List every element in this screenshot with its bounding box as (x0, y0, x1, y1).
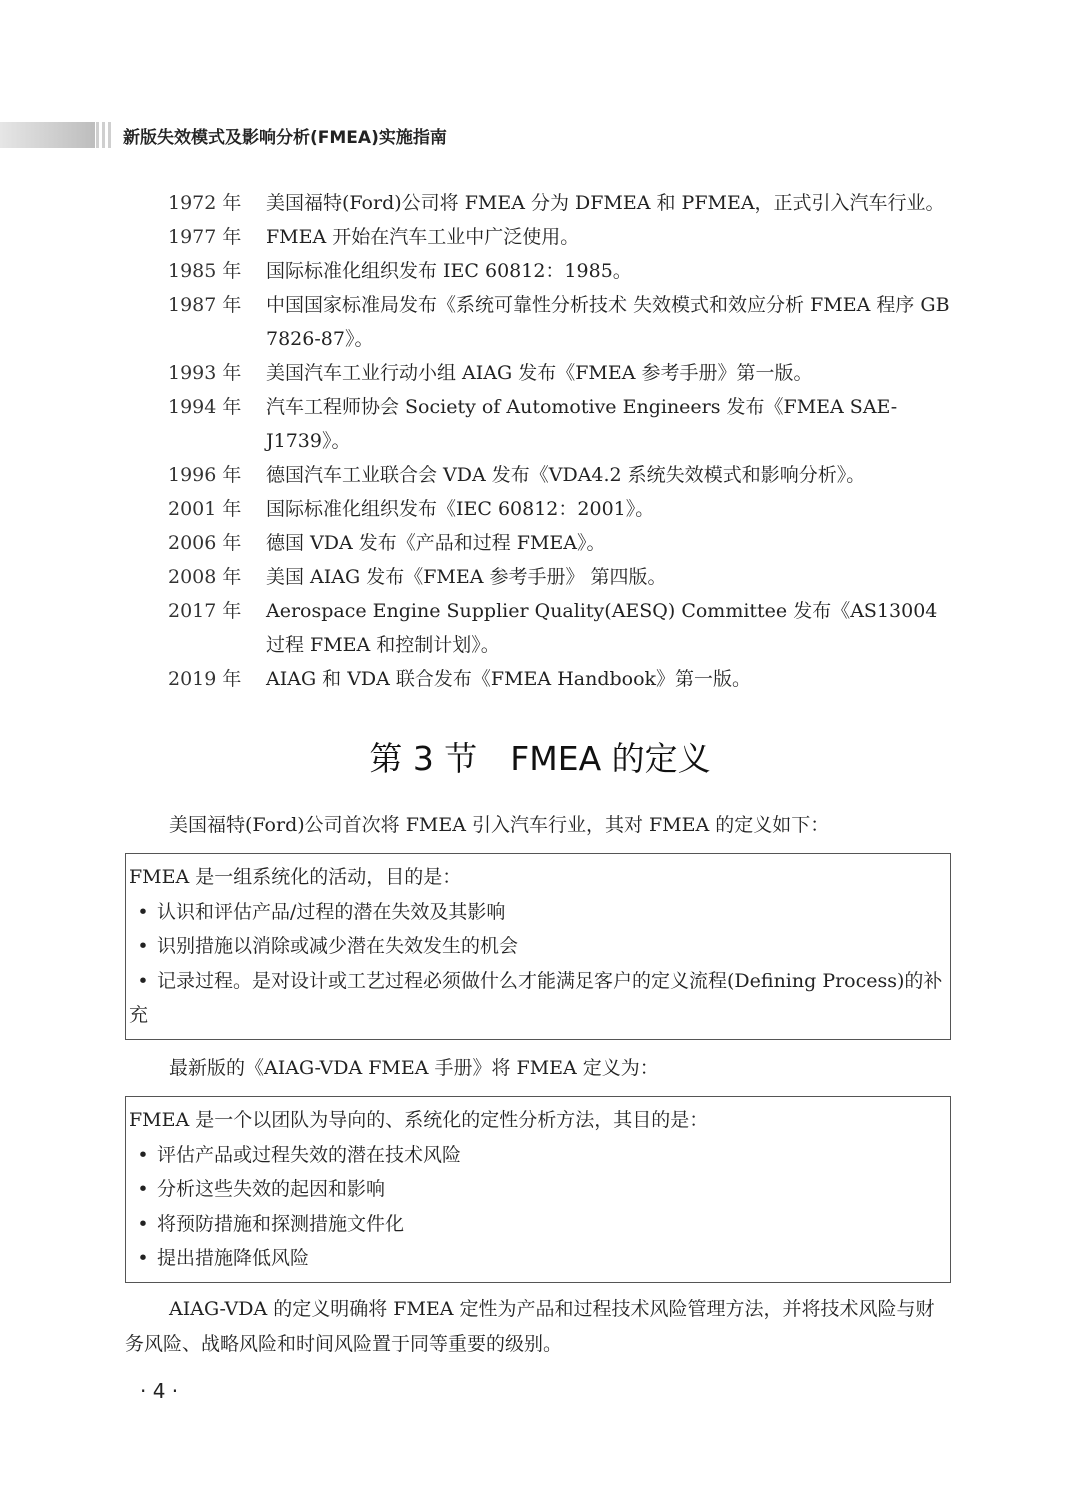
aiag-intro-paragraph: 最新版的《AIAG-VDA FMEA 手册》将 FMEA 定义为： (169, 1057, 659, 1079)
running-header-title: 新版失效模式及影响分析(FMEA)实施指南 (123, 128, 447, 148)
timeline-year: 1977 年 (168, 226, 242, 248)
bullet-icon: • (137, 969, 149, 992)
timeline-text: 德国汽车工业联合会 VDA 发布《VDA4.2 系统失效模式和影响分析》。 (266, 464, 866, 486)
timeline-entry (168, 526, 958, 560)
bullet-icon: • (137, 1247, 149, 1269)
timeline-entry (168, 288, 958, 356)
timeline-year: 2006 年 (168, 532, 242, 554)
conclusion-paragraph: AIAG-VDA 的定义明确将 FMEA 定性为产品和过程技术风险管理方法，并将技术风险与财务风险、战略风险和时间风险置于同等重要的级别。 (125, 1298, 935, 1355)
bullet-text: 评估产品或过程失效的潜在技术风险 (157, 1143, 462, 1166)
timeline-year: 1972 年 (168, 192, 242, 214)
timeline-year: 2001 年 (168, 498, 242, 520)
ford-intro-paragraph: 美国福特(Ford)公司首次将 FMEA 引入汽车行业，其对 FMEA 的定义如下： (169, 814, 830, 836)
bullet-text: 认识和评估产品/过程的潜在失效及其影响 (157, 900, 506, 923)
header-band (0, 122, 95, 148)
bullet-text: 识别措施以消除或减少潜在失效发生的机会 (157, 935, 519, 957)
bullet-item (129, 895, 947, 930)
timeline-entry (168, 220, 958, 254)
timeline-text: 国际标准化组织发布《IEC 60812：2001》。 (266, 498, 655, 520)
box-intro: FMEA 是一组系统化的活动，目的是： (129, 866, 462, 888)
timeline-entry (168, 390, 958, 458)
bullet-icon: • (137, 1212, 149, 1235)
box-intro: FMEA 是一个以团队为导向的、系统化的定性分析方法，其目的是： (129, 1109, 709, 1131)
timeline-text: FMEA 开始在汽车工业中广泛使用。 (266, 226, 580, 248)
timeline-text: 中国国家标准局发布《系统可靠性分析技术 失效模式和效应分析 FMEA 程序 GB 7826-87》。 (266, 294, 950, 350)
timeline-year: 1987 年 (168, 294, 242, 316)
timeline-entry (168, 492, 958, 526)
bullet-item (129, 1241, 947, 1276)
bullet-item (129, 964, 947, 1033)
bullet-text: 记录过程。是对设计或工艺过程必须做什么才能满足客户的定义流程(Defining Process)的补充 (129, 969, 943, 1026)
bullet-text: 提出措施降低风险 (157, 1247, 310, 1269)
timeline-entry (168, 356, 958, 390)
timeline-year: 2017 年 (168, 600, 242, 622)
timeline-text: 国际标准化组织发布 IEC 60812：1985。 (266, 260, 632, 282)
timeline-entry (168, 458, 958, 492)
aiag-definition-box (125, 1096, 951, 1283)
bullet-icon: • (137, 900, 149, 923)
history-timeline (168, 186, 958, 696)
bullet-text: 将预防措施和探测措施文件化 (157, 1212, 405, 1235)
ford-definition-box (125, 853, 951, 1040)
timeline-entry (168, 186, 958, 220)
page-number: · 4 · (140, 1379, 179, 1403)
timeline-entry (168, 662, 958, 696)
timeline-text: 汽车工程师协会 Society of Automotive Engineers 发布《FMEA SAE-J1739》。 (266, 396, 898, 452)
bullet-icon: • (137, 1143, 149, 1166)
bullet-item (129, 1138, 947, 1173)
timeline-text: 美国 AIAG 发布《FMEA 参考手册》 第四版。 (266, 566, 667, 588)
timeline-year: 1996 年 (168, 464, 242, 486)
bullet-icon: • (137, 935, 149, 957)
timeline-text: AIAG 和 VDA 联合发布《FMEA Handbook》第一版。 (266, 668, 752, 690)
bullet-icon: • (137, 1178, 149, 1200)
timeline-year: 1985 年 (168, 260, 242, 282)
section-heading: 第 3 节 FMEA 的定义 (369, 739, 711, 778)
bullet-text: 分析这些失效的起因和影响 (157, 1178, 386, 1200)
timeline-year: 2019 年 (168, 668, 242, 690)
timeline-entry (168, 560, 958, 594)
timeline-text: 美国福特(Ford)公司将 FMEA 分为 DFMEA 和 PFMEA，正式引入汽车行业。 (266, 192, 945, 214)
header-stripes (96, 122, 111, 148)
bullet-item (129, 1172, 947, 1207)
timeline-text: 德国 VDA 发布《产品和过程 FMEA》。 (266, 532, 606, 554)
timeline-entry (168, 254, 958, 288)
timeline-year: 1993 年 (168, 362, 242, 384)
timeline-text: 美国汽车工业行动小组 AIAG 发布《FMEA 参考手册》第一版。 (266, 362, 813, 384)
timeline-entry (168, 594, 958, 662)
timeline-year: 1994 年 (168, 396, 242, 418)
timeline-text: Aerospace Engine Supplier Quality(AESQ) Committee 发布《AS13004 过程 FMEA 和控制计划》。 (266, 600, 938, 656)
bullet-item (129, 929, 947, 964)
timeline-year: 2008 年 (168, 566, 242, 588)
bullet-item (129, 1207, 947, 1242)
